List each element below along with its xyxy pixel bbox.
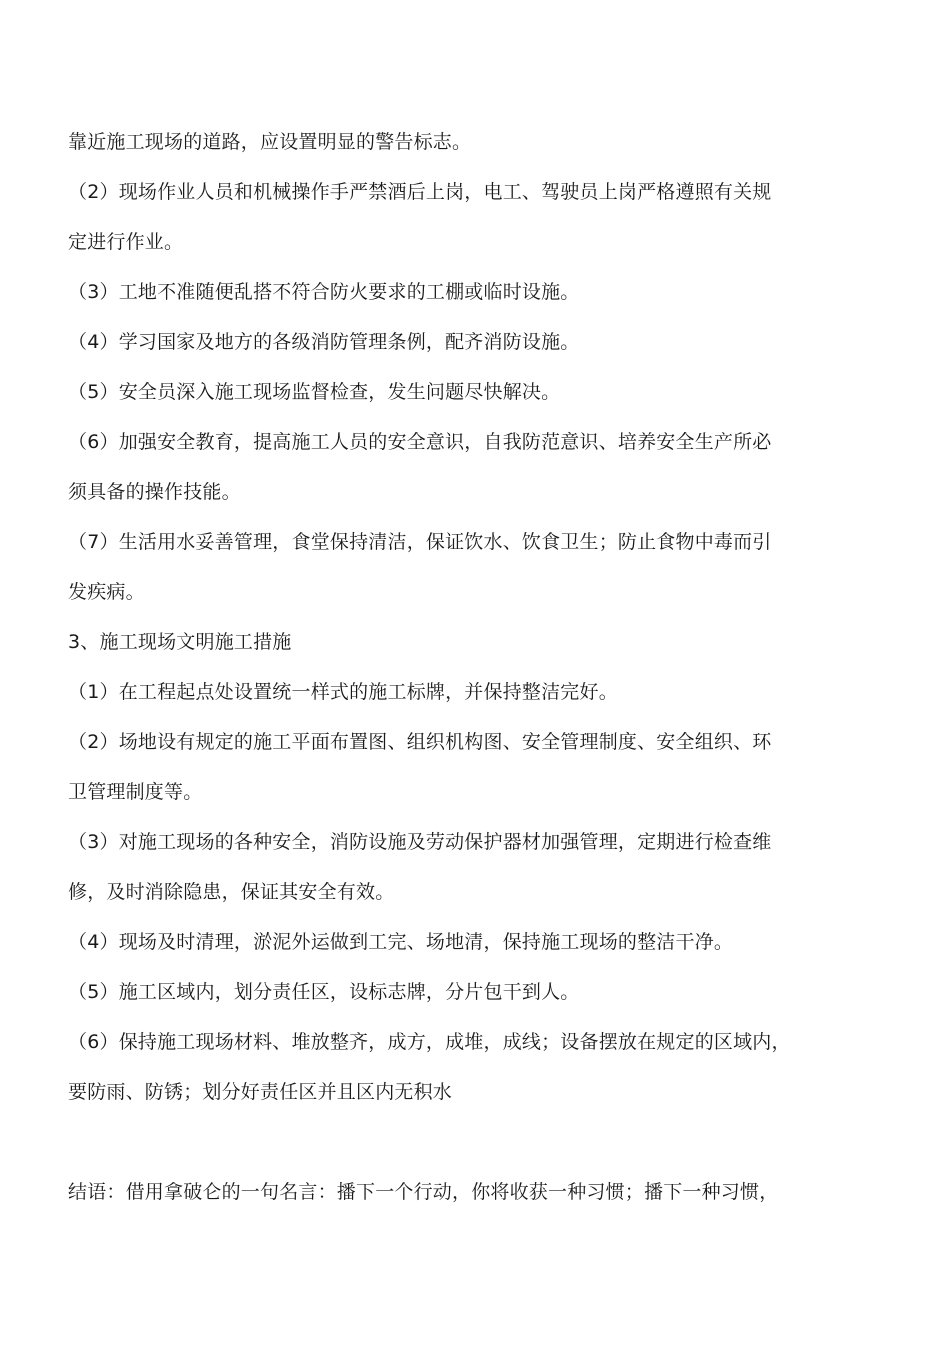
text-line: （6）加强安全教育，提高施工人员的安全意识，自我防范意识、培养安全生产所必 (68, 431, 772, 453)
text-line: 靠近施工现场的道路，应设置明显的警告标志。 (68, 131, 472, 153)
text-line: （6）保持施工现场材料、堆放整齐，成方，成堆，成线；设备摆放在规定的区域内， (68, 1031, 791, 1053)
text-line: （3）工地不准随便乱搭不符合防火要求的工棚或临时设施。 (68, 281, 580, 303)
text-line: （5）安全员深入施工现场监督检查，发生问题尽快解决。 (68, 381, 561, 403)
section-heading: 3、施工现场文明施工措施 (68, 631, 292, 653)
text-line: （2）场地设有规定的施工平面布置图、组织机构图、安全管理制度、安全组织、环 (68, 731, 772, 753)
text-line: （3）对施工现场的各种安全，消防设施及劳动保护器材加强管理，定期进行检查维 (68, 831, 772, 853)
text-line: （4）现场及时清理，淤泥外运做到工完、场地清，保持施工现场的整洁干净。 (68, 931, 734, 953)
text-line: （1）在工程起点处设置统一样式的施工标牌，并保持整洁完好。 (68, 681, 618, 703)
text-line: 修，及时消除隐患，保证其安全有效。 (68, 881, 395, 903)
text-line: （5）施工区域内，划分责任区，设标志牌，分片包干到人。 (68, 981, 580, 1003)
text-line: 定进行作业。 (68, 231, 184, 253)
text-line: 发疾病。 (68, 581, 145, 603)
text-line: （7）生活用水妥善管理，食堂保持清洁，保证饮水、饮食卫生；防止食物中毒而引 (68, 531, 772, 553)
text-line: 须具备的操作技能。 (68, 481, 241, 503)
conclusion-line: 结语：借用拿破仑的一句名言：播下一个行动，你将收获一种习惯；播下一种习惯， (68, 1181, 779, 1203)
text-line: （2）现场作业人员和机械操作手严禁酒后上岗，电工、驾驶员上岗严格遵照有关规 (68, 181, 772, 203)
text-line: 卫管理制度等。 (68, 781, 203, 803)
text-line: （4）学习国家及地方的各级消防管理条例，配齐消防设施。 (68, 331, 580, 353)
text-line: 要防雨、防锈；划分好责任区并且区内无积水 (68, 1081, 453, 1103)
